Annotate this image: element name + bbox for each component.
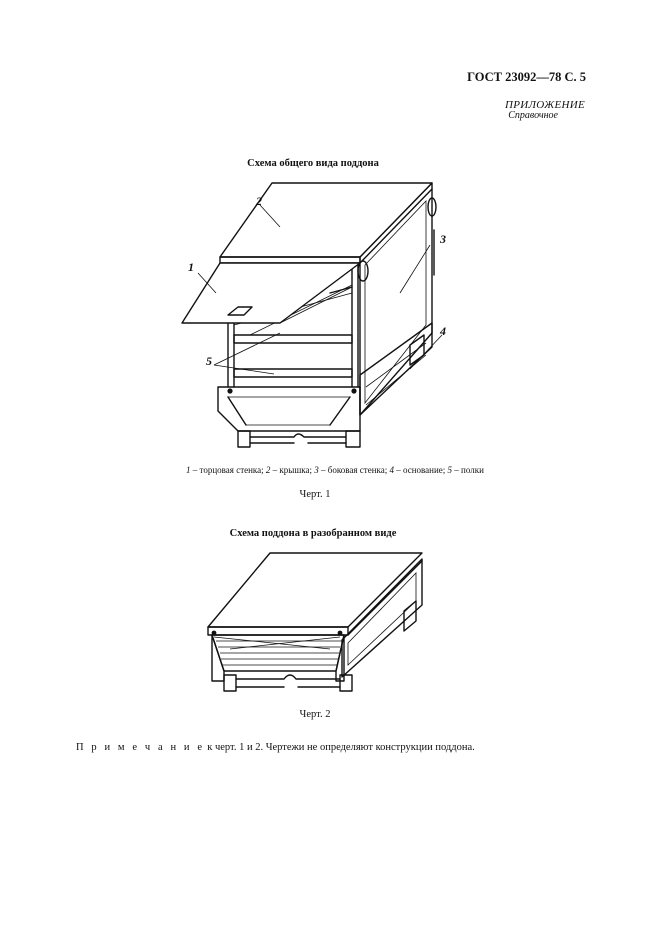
appendix-type: Справочное <box>508 110 558 121</box>
end-wall <box>182 263 360 323</box>
figure2-title: Схема поддона в разобранном виде <box>229 528 397 539</box>
callout-3: 3 <box>440 232 446 246</box>
note-text: к черт. 1 и 2. Чертежи не определяют конструкции поддона. <box>204 742 475 753</box>
note-paragraph <box>76 742 596 753</box>
pallet-disassembled-drawing <box>200 545 440 695</box>
figure1-caption: Черт. 1 <box>299 489 331 500</box>
lid <box>220 183 432 257</box>
legend-num: 1 <box>186 465 191 475</box>
base <box>218 387 360 431</box>
legend-num: 2 <box>265 465 271 475</box>
shelf <box>234 369 352 377</box>
figure1-legend <box>100 465 570 475</box>
callout-1: 1 <box>188 260 194 274</box>
standard-header: ГОСТ 23092—78 С. 5 <box>467 70 586 84</box>
note-label: П р и м е ч а н и е <box>76 742 205 753</box>
figure1-title: Схема общего вида поддона <box>247 158 379 169</box>
lid <box>208 553 422 627</box>
legend-text: – боковая стенка; <box>318 465 390 475</box>
legend-text: – торцовая стенка; <box>190 465 266 475</box>
legend-num: 5 <box>447 465 453 475</box>
callout-4: 4 <box>440 324 446 338</box>
legend-text: – полки <box>452 465 484 475</box>
legend-num: 3 <box>314 465 319 475</box>
legend-text: – крышка; <box>270 465 315 475</box>
shelf <box>234 335 352 343</box>
legend-num: 4 <box>389 465 394 475</box>
figure2-caption: Черт. 2 <box>299 709 331 720</box>
callout-2: 2 <box>256 194 262 208</box>
callout-5: 5 <box>206 354 212 368</box>
appendix-label: ПРИЛОЖЕНИЕ <box>505 99 585 111</box>
legend-text: – основание; <box>394 465 448 475</box>
pallet-assembled-drawing <box>170 175 450 455</box>
